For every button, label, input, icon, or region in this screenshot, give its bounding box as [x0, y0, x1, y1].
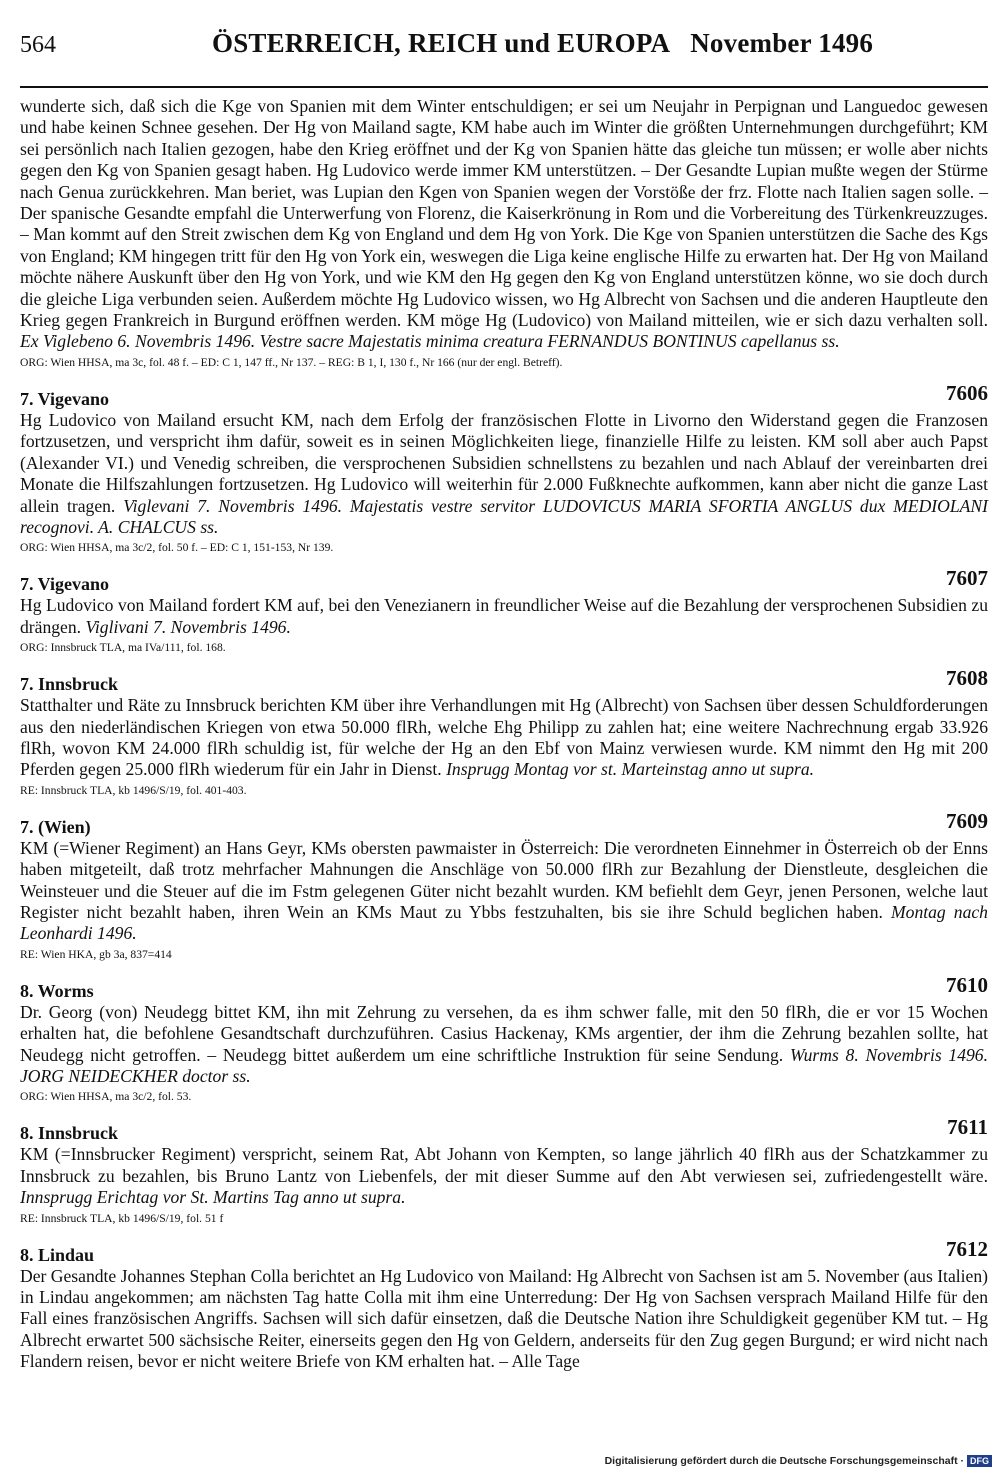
continuation-block: [20, 96, 988, 370]
entry-source: RE: Innsbruck TLA, kb 1496/S/19, fol. 51 f: [20, 1211, 224, 1225]
entry-place: 8. Innsbruck: [20, 1123, 119, 1144]
entry-closing: Montag nach Leonhardi 1496.: [20, 901, 988, 944]
entry-closing: Insprugg Montag vor st. Marteinstag anno ut supra.: [446, 759, 815, 780]
entry-7611: [20, 1115, 988, 1225]
continuation-closing: Ex Viglebeno 6. Novembris 1496. Vestre sacre Majestatis minima creatura FERNANDUS BONTINUS capellanus ss.: [20, 331, 840, 352]
entry-place: 8. Worms: [20, 980, 94, 1001]
entry-number: 7607: [946, 566, 988, 591]
entry-text: [20, 838, 988, 945]
entry-place: 7. Vigevano: [20, 574, 110, 595]
entry-body: Statthalter und Räte zu Innsbruck berichten KM über ihre Verhandlungen mit Hg (Albrecht) von Sachsen über dessen Schuldforderungen aus den niederländischen Kriegen von etwa 50.000 flRh, welche Ehg Philipp zu zahlen hat; eine weitere Nachrechnung ergab 33.926 flRh, wovon KM 24.000 flRh schuldig ist, für welche der Hg an den Ebf von Mainz verwiesen wurde. KM nimmt den Hg mit 200 Pferden gegen 25.000 flRh wiederum für ein Jahr in Dienst.: [20, 695, 988, 780]
entry-place: 7. Innsbruck: [20, 674, 119, 695]
entry-number: 7608: [946, 666, 988, 691]
entry-source: ORG: Wien HHSA, ma 3c/2, fol. 53.: [20, 1090, 192, 1104]
entry-heading: [20, 566, 988, 595]
entry-heading: [20, 972, 988, 1002]
entry-body: KM (=Innsbrucker Regiment) verspricht, seinem Rat, Abt Johann von Kempten, so lange jährlich 40 flRh aus der Schatzkammer zu Innsbruck zu bezahlen, bis Bruno Lantz von Liebenfels, der mit dieser Summe auf den Abt verwiesen sei, zufriedengestellt wäre.: [20, 1144, 988, 1186]
credit-text: Digitalisierung gefördert durch die Deutsche Forschungsgemeinschaft: [604, 1455, 958, 1467]
entry-7607: [20, 566, 988, 655]
entry-text: [20, 1144, 988, 1208]
entry-text: [20, 1266, 988, 1373]
entry-closing: Viglivani 7. Novembris 1496.: [85, 616, 291, 637]
entry-7612: [20, 1236, 988, 1373]
entry-heading: [20, 380, 988, 410]
entry-heading: [20, 1115, 988, 1144]
entry-closing: Wurms 8. Novembris 1496. JORG NEIDECKHER doctor ss.: [20, 1044, 988, 1086]
entry-place: 7. (Wien): [20, 816, 91, 837]
entry-text: [20, 1002, 988, 1088]
running-title-date: November 1496: [690, 28, 874, 58]
entry-number: 7612: [946, 1236, 988, 1261]
running-title-text: ÖSTERREICH, REICH und EUROPA: [212, 28, 671, 58]
digitization-credit: Digitalisierung gefördert durch die Deutsche Forschungsgemeinschaft · DFG: [605, 1455, 992, 1467]
entry-heading: [20, 1236, 988, 1266]
entry-7606: [20, 380, 988, 555]
entry-closing: Viglevani 7. Novembris 1496. Majestatis vestre servitor LUDOVICUS MARIA SFORTIA ANGLUS dux MEDIOLANI recognovi. A. CHALCUS ss.: [20, 495, 988, 537]
entry-number: 7609: [946, 808, 988, 833]
entry-source: RE: Wien HKA, gb 3a, 837=414: [20, 947, 172, 961]
entry-7610: [20, 972, 988, 1105]
dfg-logo: DFG: [967, 1455, 992, 1467]
running-title: [212, 28, 873, 59]
continuation-source: ORG: Wien HHSA, ma 3c, fol. 48 f. – ED: C 1, 147 ff., Nr 137. – REG: B 1, I, 130 f., Nr 166 (nur der engl. Betreff).: [20, 355, 563, 369]
entry-body: Hg Ludovico von Mailand ersucht KM, nach dem Erfolg der französischen Flotte in Livorno den Widerstand gegen die Franzosen fortzusetzen, und verspricht ihm dafür, soweit es in seinen Möglichkeiten liege, finanzielle Hilfe zu leisten. KM soll aber auch Papst (Alexander VI.) und Venedig schreiben, die versprochenen Subsidien schnellstens zu bezahlen und nach Ablauf der vereinbarten drei Monate die Hilfszahlungen fortzusetzen. Hg Ludovico will weiterhin für 2.000 Fußknechte aufkommen, kann aber nicht die ganze Last allein tragen.: [20, 409, 988, 516]
entry-number: 7610: [946, 972, 988, 997]
entry-heading: [20, 808, 988, 838]
entry-source: ORG: Innsbruck TLA, ma IVa/111, fol. 168.: [20, 641, 226, 655]
document-page: [20, 0, 988, 1375]
continuation-text: [20, 96, 988, 353]
entry-body: Dr. Georg (von) Neudegg bittet KM, ihn mit Zehrung zu versehen, da es ihm schwer falle, mit den 50 flRh, die er vor 15 Wochen erhalten hat, die befohlene Gesandtschaft durchzuführen. Casius Hackenay, KMs argentier, der ihm die Zehrung bezahlen sollte, hat Neudegg nicht getroffen. – Neudegg bittet außerdem um eine schriftliche Instruktion für seine Sendung.: [20, 1001, 988, 1065]
entry-text: [20, 595, 988, 638]
page-number: 564: [20, 32, 56, 58]
continuation-body: wunderte sich, daß sich die Kge von Spanien mit dem Winter entschuldigen; er sei um Neujahr in Perpignan und Languedoc gewesen und habe keinen Schnee gesehen. Der Hg von Mailand sagte, KM habe auch im Winter die größten Unternehmungen durchgeführt; KM sei persönlich nach Italien gezogen, habe den Krieg eröffnet und der Kg von Spanien hätte das gleiche tun müssen; er wolle aber nichts gegen den Kg von Spanien gesagt haben. Hg Ludovico werde immer KM unterstützen. – Der Gesandte Lupian mußte wegen der Stürme nach Genua zurückkehren. Man beriet, was Lupian den Kgen von Spanien wegen der Vorstöße der frz. Flotte nach Italien sagen solle. – Der spanische Gesandte empfahl die Unterwerfung von Florenz, die Kaiserkrönung in Rom und die Vorbereitung des Türkenkreuzzuges. – Man kommt auf den Streit zwischen dem Kg von England und dem Hg von York. Die Kge von Spanien unterstützen die Sache des Kgs von England; KM hingegen tritt für den Hg von York ein, weswegen die Liga keine englische Hilfe zu erwarten hat. Der Hg von Mailand möchte nähere Auskunft über den Hg von York, und wie KM den Hg gegen den Kg von England unterstützen könne, wo sie doch durch die gleiche Liga verbunden seien. Außerdem möchte Hg Ludovico wissen, wo Hg Albrecht von Sachsen und die anderen Hauptleute den Krieg gegen Frankreich in Burgund eröffnen werden. KM möge Hg (Ludovico) von Mailand mitteilen, wie er sich dazu verhalten soll.: [20, 96, 988, 331]
entry-7609: [20, 808, 988, 962]
entry-heading: [20, 666, 988, 695]
entry-body: Hg Ludovico von Mailand fordert KM auf, bei den Venezianern in freundlicher Weise auf die Bezahlung der versprochenen Subsidien zu drängen.: [20, 595, 988, 637]
entry-source: RE: Innsbruck TLA, kb 1496/S/19, fol. 401-403.: [20, 783, 247, 797]
entry-number: 7606: [946, 380, 988, 405]
entry-7608: [20, 666, 988, 798]
entry-text: [20, 410, 988, 538]
entry-source: ORG: Wien HHSA, ma 3c/2, fol. 50 f. – ED: C 1, 151-153, Nr 139.: [20, 541, 334, 555]
entry-place: 7. Vigevano: [20, 388, 110, 409]
entry-text: [20, 695, 988, 781]
entry-closing: Innsprugg Erichtag vor St. Martins Tag anno ut supra.: [20, 1187, 406, 1208]
entry-number: 7611: [947, 1115, 988, 1140]
entry-body: Der Gesandte Johannes Stephan Colla berichtet an Hg Ludovico von Mailand: Hg Albrecht von Sachsen ist am 5. November (aus Italien) in Lindau angekommen; am nächsten Tag hatte Colla mit ihm eine Unterredung: Der Hg von Sachsen versprach Mailand Hilfe für den Fall eines französischen Angriffs. Sachsen will sich dafür einsetzen, daß die Deutsche Nation ihre Schuldigkeit gegenüber KM tut. – Hg Albrecht erwartet 500 sächsische Reiter, einerseits gegen den Hg von Geldern, anderseits für den Zug gegen Burgund; er wird nicht nach Flandern reisen, bevor er nicht weitere Briefe von KM erhalten hat. – Alle Tage: [20, 1265, 988, 1372]
entry-body: KM (=Wiener Regiment) an Hans Geyr, KMs obersten pawmaister in Österreich: Die verordneten Einnehmer in Österreich ob der Enns haben mitgeteilt, daß trotz mehrfacher Mahnungen die Anschläge von 50.000 flRh zur Bezahlung der Dienstleute, desgleichen die Weinsteuer und die Steuer auf die im Fstm gelegenen Güter nicht bezahlt wurden. KM befiehlt dem Geyr, jenen Personen, welche laut Register nicht bezahlt haben, ihren Wein an KMs Maut zu Ybbs festzuhalten, bis sie ihre Schuld beglichen haben.: [20, 837, 988, 922]
entry-place: 8. Lindau: [20, 1244, 95, 1265]
page-header: [20, 28, 988, 88]
